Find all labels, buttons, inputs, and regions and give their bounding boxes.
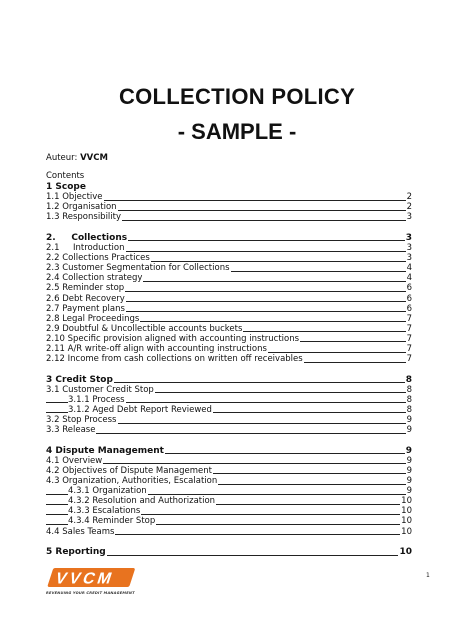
toc-entry-label: 4.1 Overview <box>46 455 103 466</box>
toc-entry-label: 4.3.3 Escalations <box>68 506 141 517</box>
toc-leader-line <box>218 484 405 485</box>
toc-entry[interactable] <box>46 283 412 293</box>
toc-leader-line <box>122 220 406 221</box>
toc-entry-label: 3.1.2 Aged Debt Report Reviewed <box>68 404 212 415</box>
toc-leader-line <box>155 392 406 393</box>
toc-page-number: 9 <box>405 445 412 456</box>
toc-leader-line <box>268 352 406 353</box>
toc-page-number: 9 <box>406 455 412 466</box>
toc-leader-line <box>151 261 406 262</box>
toc-entry[interactable] <box>46 476 412 486</box>
toc-leader-line <box>125 291 405 292</box>
toc-leader-line <box>118 210 406 211</box>
author-value: VVCM <box>80 153 108 163</box>
toc-entry[interactable] <box>46 395 412 405</box>
toc-page-number: 9 <box>406 476 412 487</box>
toc-page-number: 9 <box>406 486 412 497</box>
toc-leader-line <box>213 473 406 474</box>
toc-entry-label: 4.3 Organization, Authorities, Escalation <box>46 476 218 487</box>
toc-page-number: 10 <box>401 526 412 537</box>
toc-leader-line <box>126 402 406 403</box>
toc-page-number: 6 <box>406 303 412 314</box>
toc-indent-line <box>46 494 68 495</box>
toc-entry-label: 2.6 Debt Recovery <box>46 293 125 304</box>
table-of-contents <box>46 182 412 557</box>
toc-entry-label: 3.2 Stop Process <box>46 415 117 426</box>
toc-section-heading[interactable] <box>46 182 412 192</box>
toc-page-number: 7 <box>406 333 412 344</box>
toc-entry[interactable] <box>46 466 412 476</box>
toc-entry[interactable] <box>46 344 412 354</box>
toc-entry-label: 2.7 Payment plans <box>46 303 125 314</box>
toc-page-number: 4 <box>406 273 412 284</box>
toc-entry[interactable] <box>46 516 412 526</box>
author-line <box>46 153 108 163</box>
toc-indent-line <box>46 524 68 525</box>
toc-page-number: 7 <box>406 323 412 334</box>
toc-entry[interactable] <box>46 304 412 314</box>
toc-entry[interactable] <box>46 506 412 516</box>
toc-entry-label: 2.10 Specific provision aligned with accounting instructions <box>46 333 300 344</box>
toc-page-number: 10 <box>401 516 412 527</box>
toc-leader-line <box>141 514 400 515</box>
toc-leader-line <box>107 555 399 556</box>
toc-indent-line <box>46 402 68 403</box>
toc-entry[interactable] <box>46 405 412 415</box>
toc-page-number: 9 <box>406 415 412 426</box>
toc-page-number: 3 <box>406 253 412 264</box>
toc-gap <box>46 537 412 548</box>
toc-leader-line <box>148 494 406 495</box>
toc-page-number: 10 <box>401 496 412 507</box>
toc-entry-label: 4.3.1 Organization <box>68 486 147 497</box>
toc-leader-line <box>126 251 406 252</box>
toc-page-number: 6 <box>406 283 412 294</box>
toc-entry-label: 5 Reporting <box>46 547 106 558</box>
toc-entry[interactable] <box>46 263 412 273</box>
toc-page-number: 6 <box>406 293 412 304</box>
toc-page-number: 9 <box>406 465 412 476</box>
toc-indent-line <box>46 504 68 505</box>
toc-entry-label: 2.11 A/R write-off align with accounting instructions <box>46 344 267 354</box>
toc-entry-label: 2.12 Income from cash collections on written off receivables <box>46 354 303 365</box>
toc-entry-label: 1.1 Objective <box>46 192 103 203</box>
toc-entry[interactable] <box>46 212 412 222</box>
toc-entry[interactable] <box>46 334 412 344</box>
toc-entry[interactable] <box>46 456 412 466</box>
toc-entry[interactable] <box>46 526 412 536</box>
toc-entry-label: 3 Credit Stop <box>46 374 113 385</box>
toc-entry-label: 2.3 Customer Segmentation for Collections <box>46 263 230 274</box>
toc-entry-label: 2.9 Doubtful & Uncollectible accounts buckets <box>46 323 243 334</box>
toc-entry-label: 2.2 Collections Practices <box>46 253 150 264</box>
toc-entry[interactable] <box>46 486 412 496</box>
toc-page-number: 8 <box>406 384 412 395</box>
toc-entry-label: 2.1 Introduction <box>46 243 125 254</box>
toc-indent-line <box>46 412 68 413</box>
toc-entry-label: 3.1 Customer Credit Stop <box>46 384 154 395</box>
toc-entry[interactable] <box>46 496 412 506</box>
toc-page-number: 2 <box>406 192 412 203</box>
toc-section-heading[interactable] <box>46 446 412 456</box>
toc-entry[interactable] <box>46 253 412 263</box>
toc-entry[interactable] <box>46 293 412 303</box>
toc-gap <box>46 364 412 375</box>
toc-entry-label: 3.3 Release <box>46 425 96 436</box>
toc-section-heading[interactable] <box>46 233 412 243</box>
toc-leader-line <box>300 341 406 342</box>
toc-leader-line <box>156 524 400 525</box>
toc-leader-line <box>104 200 406 201</box>
toc-entry-label: 2.5 Reminder stop <box>46 283 125 294</box>
toc-page-number: 7 <box>406 313 412 324</box>
toc-page-number: 4 <box>406 263 412 274</box>
toc-entry-label: 1 Scope <box>46 182 86 193</box>
toc-leader-line <box>115 534 400 535</box>
toc-entry-label: 4.4 Sales Teams <box>46 526 115 537</box>
toc-leader-line <box>118 423 406 424</box>
toc-entry-label: 4 Dispute Management <box>46 445 164 456</box>
toc-page-number: 7 <box>406 354 412 365</box>
logo-text: VVCM <box>53 569 117 588</box>
toc-leader-line <box>165 453 405 454</box>
toc-entry-label: 4.3.4 Reminder Stop <box>68 516 156 527</box>
toc-entry-label: 4.3.2 Resolution and Authorization <box>68 496 216 507</box>
toc-entry-label: 1.3 Responsibility <box>46 212 122 223</box>
toc-page-number: 7 <box>406 344 412 354</box>
toc-entry[interactable] <box>46 324 412 334</box>
toc-page-number: 10 <box>399 547 412 558</box>
page-number: 1 <box>426 572 430 579</box>
toc-entry[interactable] <box>46 202 412 212</box>
toc-gap <box>46 435 412 446</box>
toc-entry[interactable] <box>46 192 412 202</box>
toc-entry[interactable] <box>46 243 412 253</box>
toc-leader-line <box>140 321 405 322</box>
toc-entry[interactable] <box>46 425 412 435</box>
toc-entry-label: 1.2 Organisation <box>46 202 117 213</box>
document-title: COLLECTION POLICY <box>118 84 356 109</box>
toc-section-heading[interactable] <box>46 547 412 557</box>
toc-entry[interactable] <box>46 385 412 395</box>
toc-entry-label: 3.1.1 Process <box>68 394 125 405</box>
contents-heading: Contents <box>46 171 85 181</box>
toc-entry-label: 4.2 Objectives of Dispute Management <box>46 465 212 476</box>
toc-leader-line <box>216 504 400 505</box>
toc-page-number: 8 <box>406 404 412 415</box>
toc-entry-label: 2.8 Legal Proceedings <box>46 313 140 324</box>
toc-page-number: 8 <box>405 374 412 385</box>
toc-entry[interactable] <box>46 314 412 324</box>
toc-leader-line <box>96 433 405 434</box>
toc-page-number: 2 <box>406 202 412 213</box>
document-subtitle: - SAMPLE - <box>177 119 297 144</box>
toc-page-number: 3 <box>406 212 412 223</box>
toc-entry[interactable] <box>46 415 412 425</box>
toc-gap <box>46 222 412 233</box>
toc-indent-line <box>46 514 68 515</box>
toc-leader-line <box>143 281 405 282</box>
toc-section-heading[interactable] <box>46 375 412 385</box>
toc-leader-line <box>213 412 406 413</box>
toc-leader-line <box>114 382 405 383</box>
toc-page-number: 9 <box>406 425 412 436</box>
toc-entry-label: 2. Collections <box>46 232 128 243</box>
toc-entry-label: 2.4 Collection strategy <box>46 273 143 284</box>
toc-leader-line <box>304 362 406 363</box>
toc-page-number: 8 <box>406 394 412 405</box>
toc-leader-line <box>231 271 406 272</box>
toc-leader-line <box>126 301 406 302</box>
toc-page-number: 10 <box>401 506 412 517</box>
toc-entry[interactable] <box>46 273 412 283</box>
toc-page-number: 3 <box>405 232 412 243</box>
toc-page-number: 3 <box>406 243 412 254</box>
toc-leader-line <box>128 240 405 241</box>
toc-leader-line <box>103 463 405 464</box>
toc-entry[interactable] <box>46 354 412 364</box>
logo-tagline: REVENUING YOUR CREDIT MANAGEMENT <box>46 591 135 595</box>
author-label: Auteur: <box>46 153 81 163</box>
toc-leader-line <box>126 311 406 312</box>
toc-leader-line <box>243 331 405 332</box>
